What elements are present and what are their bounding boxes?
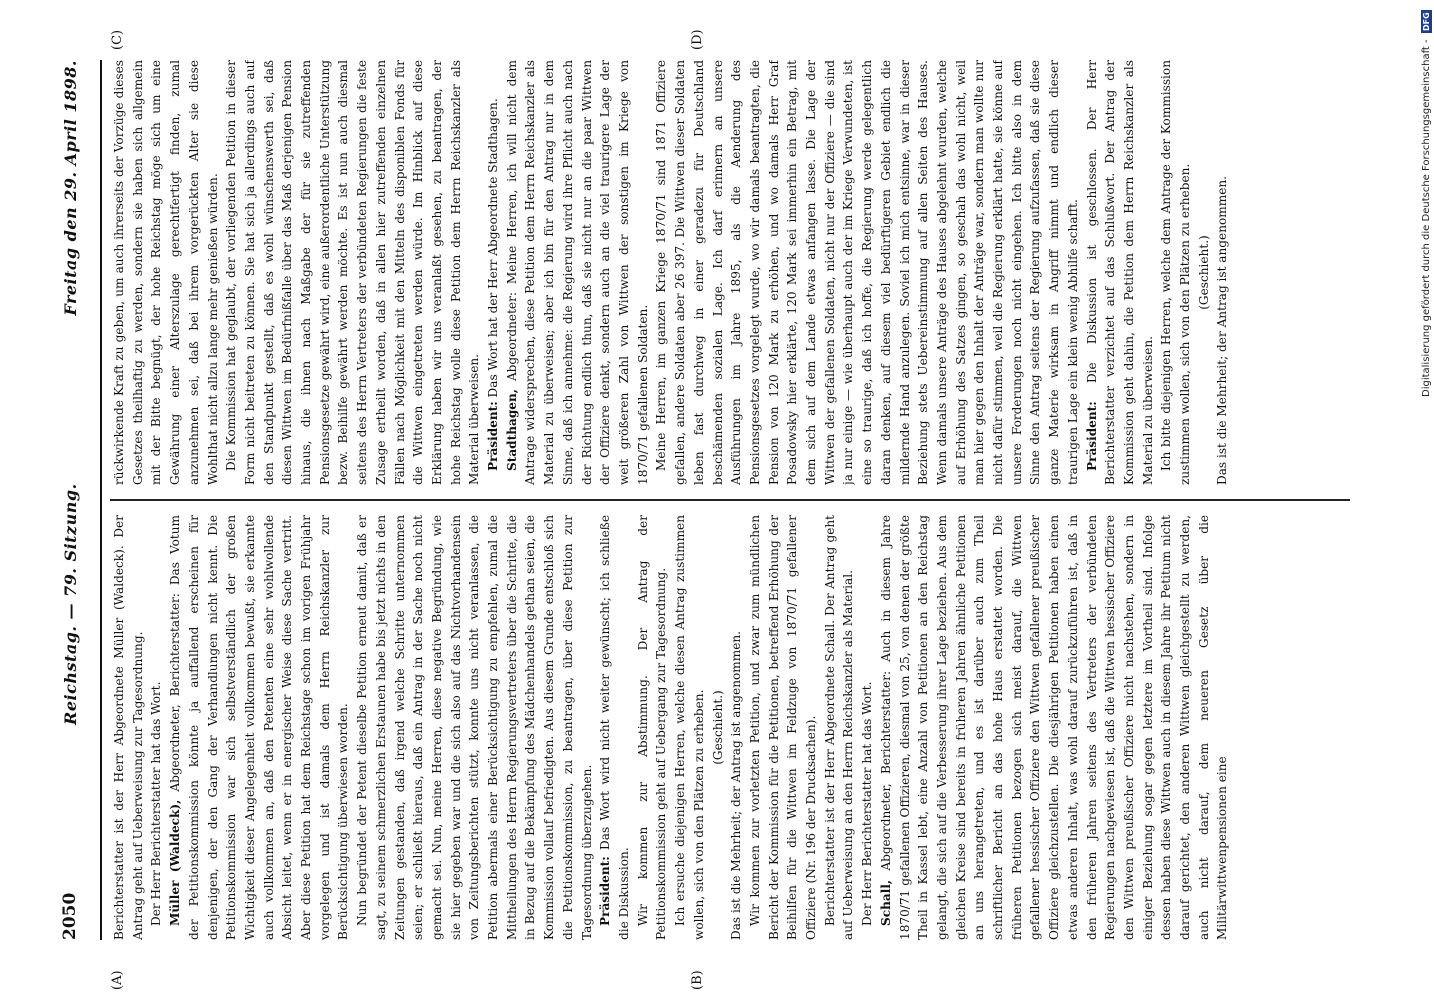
text-paragraph: Der Herr Berichterstatter hat das Wort. [860, 681, 875, 926]
speaker-name: Präsident: [486, 401, 501, 471]
text-paragraph: Ich ersuche diejenigen Herren, welche diesen Antrag zustimmen wollen, sich von den Plätzen zu erheben. [673, 515, 706, 940]
speaker-name: Schall, [878, 879, 893, 926]
margin-letter-d: (D) [690, 29, 705, 50]
text-paragraph: Berichterstatter ist der Herr Abgeordnete Müller (Waldeck). Der Antrag geht auf Ueberweisung zur Tagesordnung. [112, 515, 145, 940]
speech-paragraph [503, 60, 653, 485]
speech-text: Abgeordneter: Meine Herren, ich will nicht dem Antrage widersprechen, diese Petition dem Herrn Reichskanzler als Material zu überweisen; aber ich bin für den Antrag nur in dem Sinne, daß ich annehme: die Regierung wird ihre Pflicht auch nach der Richtung endlich thun, daß sie nicht nur an die paar Wittwen der Offiziere denkt, sondern auch an die viel traurigere Lage der weit größeren Zahl von Wittwen der sonstigen im Kriege von 1870/71 gefallenen Soldaten. [504, 60, 650, 485]
text-paragraph: Wir kommen zur vorletzten Petition, und zwar zum mündlichen Bericht der Kommission für die Petitionen, betreffend Erhöhung der Beihilfen für die Wittwen im Feldzuge von 1870/71 gefallener Offiziere (Nr. 196 der Drucksachen). [747, 515, 819, 940]
speech-text: Das Wort wird nicht weiter gewünscht; ich schließe die Diskussion. [598, 515, 631, 940]
speaker-name: Präsident: [598, 856, 613, 926]
document-page [40, 0, 1400, 1000]
text-paragraph: Berichterstatter ist der Herr Abgeordnete Schall. Der Antrag geht auf Ueberweisung an den Herrn Reichskanzler als Material. [822, 515, 856, 940]
session-date: Freitag den 29. April 1898. [60, 60, 80, 316]
text-paragraph: rückwirkende Kraft zu geben, um auch ihrerseits der Vorzüge dieses Gesetzes theilhaftig zu werden, sondern sie haben sich allgemein mit der Bitte begnügt, der hohe Reichstag möge sich um eine Gewährung einer Alterszulage gerechtfertigt finden, zumal anzunehmen sei, daß bei ihrem vorgerückten Alter sie diese Wohlthat nicht allzu lange mehr genießen würden. [112, 60, 220, 485]
page-number: 2050 [60, 892, 80, 940]
dfg-logo: DFG [1422, 12, 1431, 31]
text-paragraph: Nun begründet der Petent dieselbe Petition erneut damit, daß er sagt, zu seinem schmerzlichen Erstaunen habe bis jetzt nichts in den Zeitungen gestanden, daß irgend welche Schritte unternommen seien; er schließt hieraus, daß ein Antrag in der Sache noch nicht gemacht sei. Nun, meine Herren, diese negative Begründung, wie sie hier gegeben war und die sich also auf das Nichtvorhandensein von Zeitungsberichten stützt, konnte uns nicht veranlassen, die Petition abermals einer Berücksichtigung zu empfehlen, zumal die Mittheilungen des Herrn Regierungsvertreters über die Schritte, die in Bezug auf die Bekämpfung des Mädchenhandels gethan seien, die Kommission vollauf befriedigten. Aus diesem Grunde entschloß sich die Petitionskommission, zu beantragen, über diese Petition zur Tagesordnung überzugehen. [355, 515, 594, 940]
speaker-name: Präsident: [1084, 401, 1099, 471]
stage-direction: (Geschieht.) [710, 690, 725, 765]
margin-letter-b: (B) [690, 970, 705, 990]
text-paragraph: Das ist die Mehrheit; der Antrag ist angenommen. [729, 630, 744, 940]
digitization-text: Digitalisierung gefördert durch die Deutsche Forschungsgemeinschaft - [1421, 39, 1432, 398]
page-header [40, 60, 102, 940]
text-paragraph: Die Kommission hat geglaubt, der vorliegenden Petition in dieser Form nicht beitreten zu können. Sie hat sich ja allerdings auch auf den Standpunkt gestellt, daß es wohl wünschenswerth sei, daß diesen Wittwen im Bedürfnißfalle über das Maß derjenigen Pension hinaus, die ihnen nach Maßgabe der für sie zutreffenden Pensionsgesetze gewährt wird, eine außerordentliche Unterstützung bezw. Beihilfe gewährt werden möchte. Es ist nun auch diesmal seitens des Herrn Vertreters der verbündeten Regierungen die feste Zusage ertheilt worden, daß in allen hier zutreffenden einzelnen Fällen nach Möglichkeit mit den Mitteln des disponiblen Fonds für die Wittwen eingetreten werden würde. Im Hinblick auf diese Erklärung haben wir uns veranlaßt gesehen, zu beantragen, der hohe Reichstag wolle diese Petition dem Herrn Reichskanzler als Material überweisen. [224, 60, 482, 485]
text-paragraph: Meine Herren, im ganzen Kriege 1870/71 sind 1871 Offiziere gefallen, andere Soldaten aber 26 397. Die Wittwen dieser Soldaten leben fast durchweg in einer geradezu für Deutschland beschämenden sozialen Lage. Ich darf erinnern an unsere Ausführungen im Jahre 1895, als die Aenderung des Pensionsgesetzes vorgelegt wurde, wo wir damals beantragten, die Pension von 120 Mark zu erhöhen, und wo damals Herr Graf Posadowsky hier erklärte, 120 Mark sei immerhin ein Betrag, mit dem sich auf dem Lande etwas anfangen lasse. Die Lage der Wittwen der gefallenen Soldaten, nicht nur der Offiziere — die sind ja nur einige — wie überhaupt auch der im Kriege Verwundeten, ist eine so traurige, daß ich hoffe, die Regierung werde gelegentlich daran denken, auf diesem viel bedürftigeren Gebiet endlich die mildernde Hand anzulegen. Soviel ich mich entsinne, war in dieser Beziehung stets Uebereinstimmung auf allen Seiten des Hauses. Wenn damals unsere Anträge des Hauses abgelehnt wurden, welche auf Erhöhung des Satzes gingen, so geschah das wohl nicht, weil man hier gegen den Inhalt der Anträge war, sondern man wollte nur nicht dafür stimmen, weil die Regierung erklärt hatte, sie könne auf unsere Forderungen noch nicht eingehen. Ich bitte also in dem Sinne den Antrag seitens der Regierung aufzufassen, daß sie diese ganze Materie wirksam in Angriff nimmt und endlich dieser traurigen Lage ein klein wenig Abhilfe schafft. [654, 60, 1080, 485]
text-columns [110, 60, 1350, 940]
text-paragraph: Wir kommen zur Abstimmung. Der Antrag der Petitionskommission geht auf Uebergang zur Tagesordnung. [635, 515, 669, 940]
speech-paragraph [166, 515, 353, 940]
speech-paragraph [484, 60, 503, 485]
right-column [110, 60, 1350, 485]
text-paragraph: Der Herr Berichterstatter hat das Wort. [149, 681, 164, 926]
speech-text: Die Diskussion ist geschlossen. Der Herr Berichterstatter verzichtet auf das Schlußwort. Der Antrag der Kommission geht dahin, die Petition dem Herrn Reichskanzler als Material zu überweisen. [1084, 60, 1155, 485]
left-column [110, 515, 1350, 940]
speech-text: Abgeordneter, Berichterstatter: Auch in diesem Jahre 1870/71 gefallenen Offizieren, diesmal von 25, von denen der größte Theil in Kassel lebt, eine Anzahl von Petitionen an den Reichstag gelangt, die sich auf die Verbesserung ihrer Lage beziehen. Aus dem gleichen Kreise sind bereits in früheren Jahren ähnliche Petitionen an uns herangetreten, und es ist darüber auch zum Theil schriftlicher Bericht an das hohe Haus erstattet worden. Die früheren Petitionen bezogen sich meist darauf, die Wittwen gefallener hessischer Offiziere den Wittwen gefallener preußischer Offiziere gleichzustellen. Die diesjährigen Petitionen haben einen etwas anderen Inhalt, was wohl darauf zurückzuführen ist, daß in den früheren Jahren seitens des Vertreters der verbündeten Regierungen nachgewiesen ist, daß die Wittwen hessischer Offiziere den Wittwen preußischer Offiziere nicht nachstehen, sondern in einiger Beziehung sogar gegen letztere im Vortheil sind. Infolge dessen haben diese Wittwen auch in diesem Jahre ihr Petitum nicht darauf gerichtet, den anderen Wittwen gleichgestellt zu werden, auch nicht darauf, dem neueren Gesetz über die Militärwittwenpensionen eine [878, 515, 1230, 940]
text-paragraph: Ich bitte diejenigen Herren, welche dem Antrage der Kommission zustimmen wollen, sich von den Plätzen zu erheben. [1159, 60, 1193, 485]
speaker-name: Müller (Waldeck), [168, 799, 183, 926]
text-paragraph: Das ist die Mehrheit; der Antrag ist angenommen. [1215, 175, 1230, 485]
digitization-note [1421, 10, 1432, 990]
margin-letter-c: (C) [110, 29, 125, 50]
speech-paragraph [596, 515, 633, 940]
speech-text: Abgeordneter, Berichterstatter: Das Votum der Petitionskommission könnte ja auffallend erscheinen für denjenigen, der den Gang der Verhandlungen nicht kennt. Die Petitionskommission war sich selbstverständlich der großen Wichtigkeit dieser Angelegenheit vollkommen bewußt, sie erkannte auch vollkommen an, daß den Petenten eine sehr wohlwollende Absicht leitet, wenn er in energischer Weise diese Sache vertritt. Aber diese Petition hat dem Reichstage schon im vorigen Frühjahr vorgelegen und ist damals dem Herrn Reichskanzler zur Berücksichtigung überwiesen worden. [168, 515, 351, 940]
stage-direction: (Geschieht.) [1196, 235, 1211, 310]
session-title: Reichstag. — 79. Sitzung. [60, 483, 80, 725]
margin-letter-a: (A) [110, 970, 125, 990]
speech-paragraph [877, 515, 1232, 940]
speech-text: Das Wort hat der Herr Abgeordnete Stadthagen. [486, 98, 501, 402]
speaker-name: Stadthagen, [504, 389, 519, 471]
speech-paragraph [1083, 60, 1158, 485]
column-divider [110, 499, 1350, 501]
